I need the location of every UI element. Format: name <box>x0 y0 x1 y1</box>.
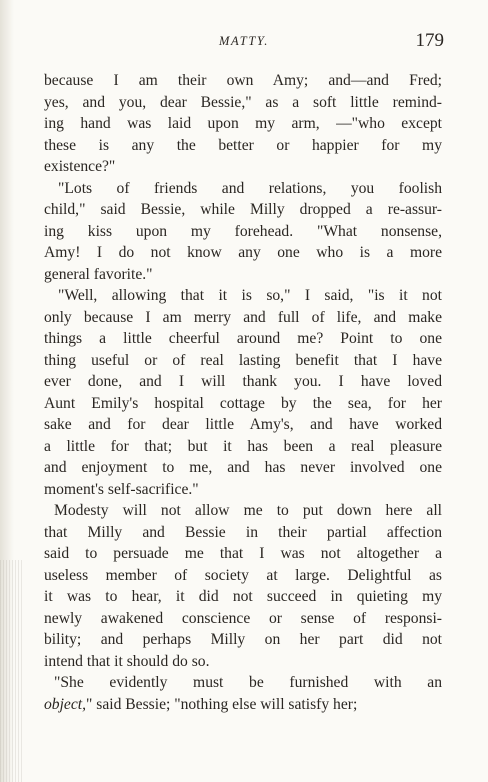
text-line: these is any the better or happier for my <box>44 136 442 154</box>
text-line: ever done, and I will thank you. I have loved <box>44 373 442 390</box>
text-line: thing useful or of real lasting benefit that I have <box>44 351 442 369</box>
text-line: yes, and you, dear Bessie," as a soft little remind- <box>44 93 442 111</box>
text-line: intend that it should do so. <box>44 652 210 670</box>
body-text <box>44 70 442 715</box>
text-line: newly awakened conscience or sense of responsi- <box>44 609 442 627</box>
text-line: Aunt Emily's hospital cottage by the sea, for her <box>44 394 442 412</box>
text-line: it was to hear, it did not succeed in quieting my <box>44 588 442 605</box>
text-line: bility; and perhaps Milly on her part did not <box>44 631 442 648</box>
text-line: a little for that; but it has been a real pleasure <box>44 437 442 455</box>
page-number: 179 <box>415 30 444 51</box>
text-line: general favorite." <box>44 265 153 283</box>
text-line: only because I am merry and full of life, and make <box>44 308 442 326</box>
text-line: useless member of society at large. Delightful as <box>44 566 442 584</box>
text-line: ing hand was laid upon my arm, —"who except <box>44 115 442 132</box>
text-line: Modesty will not allow me to put down here all <box>54 502 442 519</box>
text-line-rest: " said Bessie; "nothing else will satisfy her; <box>86 695 358 713</box>
text-line: things a little cheerful around me? Point to one <box>44 330 442 347</box>
text-line: sake and for dear little Amy's, and have worked <box>44 416 442 433</box>
text-line: "Well, allowing that it is so," I said, "is it not <box>58 287 442 304</box>
text-line: Amy! I do not know any one who is a more <box>44 244 442 261</box>
italic-word: object, <box>44 695 86 713</box>
text-line: that Milly and Bessie in their partial affection <box>44 523 442 541</box>
page-header <box>44 30 444 54</box>
text-line: because I am their own Amy; and—and Fred; <box>44 72 442 89</box>
text-line: and enjoyment to me, and has never involved one <box>44 459 442 476</box>
text-line: child," said Bessie, while Milly dropped a re-assur- <box>44 201 442 218</box>
text-line: "Lots of friends and relations, you foolish <box>58 179 442 197</box>
text-line: existence?" <box>44 158 116 175</box>
gutter-shadow <box>0 560 22 782</box>
text-line: moment's self-sacrifice." <box>44 480 199 498</box>
text-line: ing kiss upon my forehead. "What nonsense, <box>44 222 442 240</box>
running-title: MATTY. <box>218 34 270 48</box>
text-line: "She evidently must be furnished with an <box>54 674 442 691</box>
text-line-final <box>44 694 442 716</box>
text-line: said to persuade me that I was not altogether a <box>44 545 442 562</box>
